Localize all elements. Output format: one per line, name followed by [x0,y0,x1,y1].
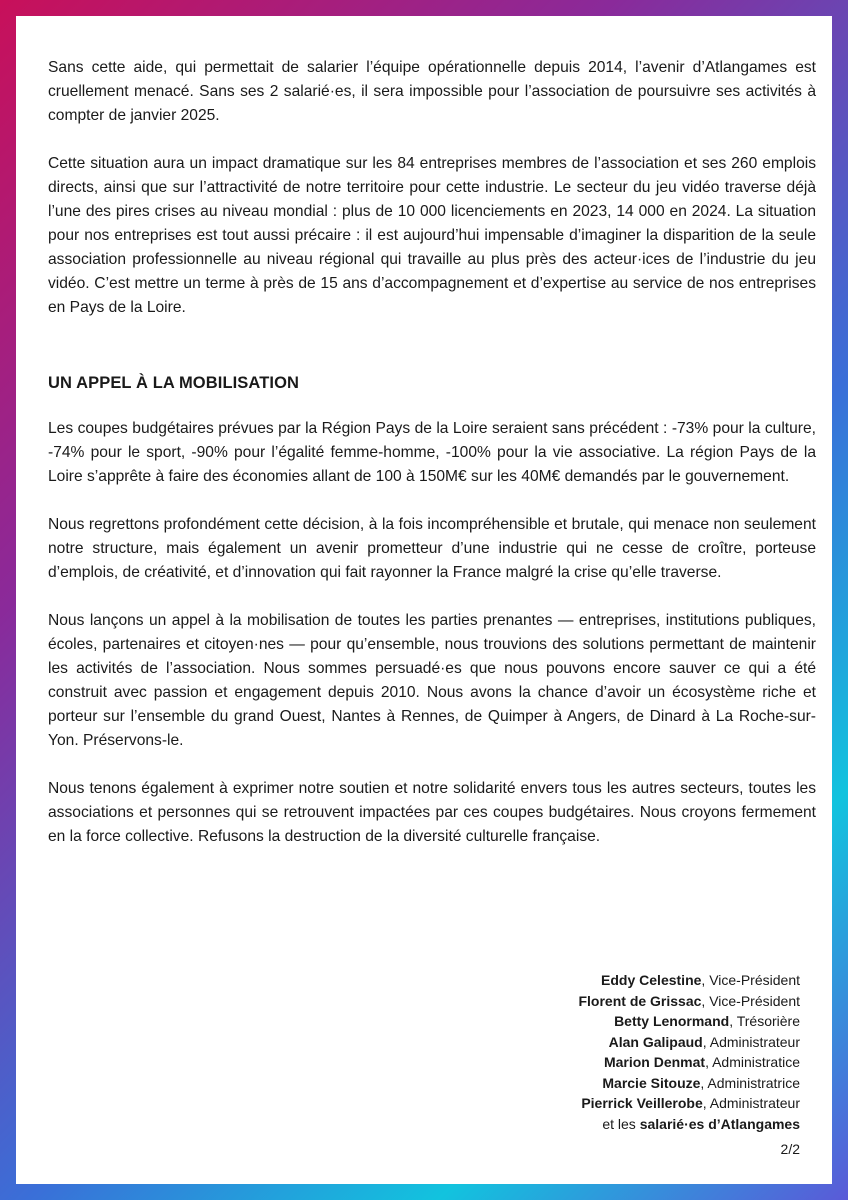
paragraph-section-1: Les coupes budgétaires prévues par la Région Pays de la Loire seraient sans précédent : -73% pour la culture, -74% pour le sport, -90% pour l’égalité femme-homme, -100% pour la vie associative. La région Pays de la Loire s’apprête à faire des économies allant de 100 à 150M€ sur les 40M€ demandés par le gouvernement. [48,420,816,485]
signatory-name: Pierrick Veillerobe [581,1095,703,1111]
paragraph-section-4: Nous tenons également à exprimer notre soutien et notre solidarité envers tous les autres secteurs, toutes les associations et personnes qui se retrouvent impactées par ces coupes budgétaires. Nous croyons fermement en la force collective. Refusons la destruction de la diversité culturelle française. [48,780,816,845]
signatory-name: Alan Galipaud [608,1033,703,1050]
signatory-name: Marion Denmat [603,1054,706,1070]
signatory-name: Marcie Sitouze [602,1074,701,1091]
document-page [16,16,832,1184]
signatory-role: , Trésorière [729,1013,800,1029]
closing-team: salarié·es d’Atlangames [639,1115,800,1132]
section-heading: UN APPEL À LA MOBILISATION [48,374,300,392]
paragraph-intro-2: Cette situation aura un impact dramatique sur les 84 entreprises membres de l’association et ses 260 emplois directs, ainsi que sur l’attractivité de notre territoire pour cette industrie. Le secteur du jeu vidéo traverse déjà l’une des pires crises au niveau mondial : plus de 10 000 licenciements en 2023, 14 000 en 2024. La situation pour nos entreprises est tout aussi précaire : il est aujourd’hui impensable d’imaginer la disparition de la seule association professionnelle au niveau régional qui travaille au plus près des acteur·ices de l’industrie du jeu vidéo. C’est mettre un terme à près de 15 ans d’accompagnement et d’expertise au service de nos entreprises en Pays de la Loire. [48,155,816,316]
paragraph-section-2: Nous regrettons profondément cette décision, à la fois incompréhensible et brutale, qui menace non seulement notre structure, mais également un avenir prometteur d’une industrie qui ne cesse de croître, porteuse d’emplois, de créativité, et d’innovation qui fait rayonner la France malgré la crise qu’elle traverse. [48,516,816,581]
signatory-role: , Vice-Président [701,992,800,1009]
signatory [578,1032,800,1053]
signatory-name: Betty Lenormand [614,1013,730,1029]
signatory [578,1052,800,1073]
signatory [578,1011,800,1032]
signatory [578,1073,800,1094]
document-body [48,56,816,873]
signatory [578,970,800,991]
signatory [578,1093,800,1114]
signatory-role: , Administratice [705,1054,800,1070]
paragraph-intro-1: Sans cette aide, qui permettait de salarier l’équipe opérationnelle depuis 2014, l’avenir d’Atlangames est cruellement menacé. Sans ses 2 salarié·es, il sera impossible pour l’association de poursuivre ses activités à compter de janvier 2025. [48,59,816,124]
signatory-role: , Administrateur [702,1095,800,1111]
paragraph-section-3: Nous lançons un appel à la mobilisation de toutes les parties prenantes — entreprises, institutions publiques, écoles, partenaires et citoyen·nes — pour qu’ensemble, nous trouvions des solutions permettant de maintenir les activités de l’association. Nous sommes persuadé·es que nous pouvons encore sauver ce qui a été construit avec passion et engagement depuis 2010. Nous avons la chance d’avoir un écosystème riche et porteur sur l’ensemble du grand Ouest, Nantes à Rennes, de Quimper à Angers, de Dinard à La Roche-sur-Yon. Préservons-le. [48,612,816,749]
signature-block [578,970,800,1134]
signatory-name: Florent de Grissac [578,992,702,1009]
page-number: 2/2 [780,1141,800,1157]
closing-line [578,1114,800,1135]
signatory-name: Eddy Celestine [601,972,702,988]
closing-prefix: et les [602,1115,640,1132]
signatory [578,991,800,1012]
signatory-role: , Vice-Président [701,972,800,988]
signatory-role: , Administratrice [700,1074,800,1091]
signatory-role: , Administrateur [702,1033,800,1050]
